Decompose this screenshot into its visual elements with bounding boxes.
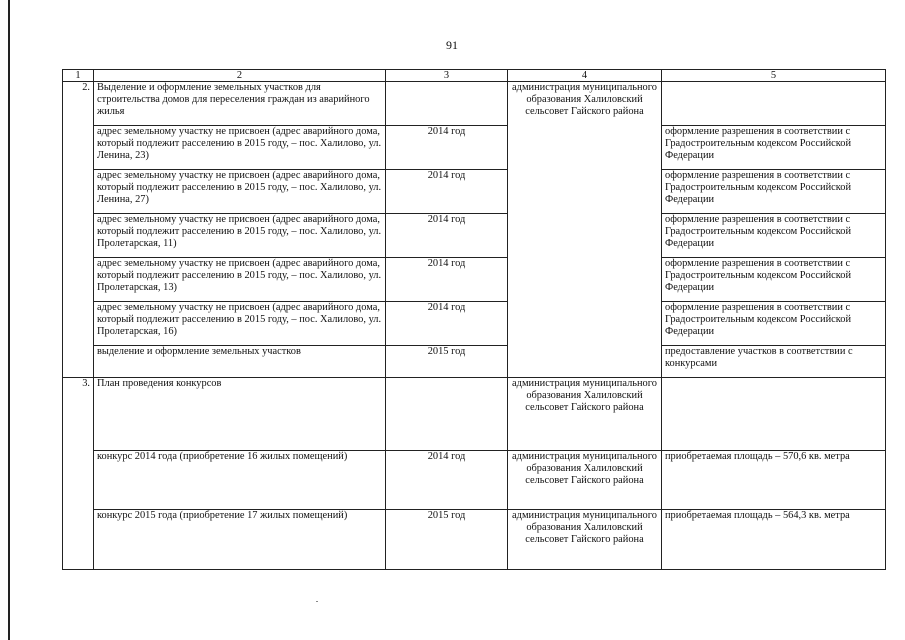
scan-border-line: [8, 0, 10, 640]
result-cell: оформление разрешения в соответствии с Градостроительным кодексом Российской Федерации: [662, 126, 886, 170]
responsible-authority: администрация муниципального образования Халиловский сельсовет Гайского района: [508, 510, 662, 570]
section-number: 2.: [63, 82, 94, 378]
table-row: [63, 346, 886, 378]
year-cell: 2015 год: [386, 510, 508, 570]
table-header-row: [63, 70, 886, 82]
responsible-authority: администрация муниципального образования Халиловский сельсовет Гайского района: [508, 82, 662, 378]
table-row: [63, 510, 886, 570]
year-cell: 2014 год: [386, 302, 508, 346]
table-row: [63, 378, 886, 451]
result-cell: приобретаемая площадь – 570,6 кв. метра: [662, 451, 886, 510]
result-cell: оформление разрешения в соответствии с Градостроительным кодексом Российской Федерации: [662, 258, 886, 302]
section-title: План проведения конкурсов: [94, 378, 386, 451]
result-cell: приобретаемая площадь – 564,3 кв. метра: [662, 510, 886, 570]
result-cell: оформление разрешения в соответствии с Градостроительным кодексом Российской Федерации: [662, 214, 886, 258]
result-cell-empty: [662, 82, 886, 126]
result-cell: оформление разрешения в соответствии с Градостроительным кодексом Российской Федерации: [662, 170, 886, 214]
task-description: адрес земельному участку не присвоен (адрес аварийного дома, который подлежит расселению в 2015 году, – пос. Халилово, ул. Ленина, 27): [94, 170, 386, 214]
task-description: адрес земельному участку не присвоен (адрес аварийного дома, который подлежит расселению в 2015 году, – пос. Халилово, ул. Пролетарская, 13): [94, 258, 386, 302]
responsible-authority: администрация муниципального образования Халиловский сельсовет Гайского района: [508, 451, 662, 510]
year-cell: 2014 год: [386, 170, 508, 214]
table-row: [63, 258, 886, 302]
table-row: [63, 126, 886, 170]
responsible-authority: администрация муниципального образования Халиловский сельсовет Гайского района: [508, 378, 662, 451]
column-header: 3: [386, 70, 508, 82]
task-description: конкурс 2015 года (приобретение 17 жилых помещений): [94, 510, 386, 570]
section-number: 3.: [63, 378, 94, 570]
column-header: 5: [662, 70, 886, 82]
year-cell: 2015 год: [386, 346, 508, 378]
task-description: адрес земельному участку не присвоен (адрес аварийного дома, который подлежит расселению в 2015 году, – пос. Халилово, ул. Ленина, 23): [94, 126, 386, 170]
task-description: выделение и оформление земельных участков: [94, 346, 386, 378]
table-row: [63, 214, 886, 258]
column-header: 2: [94, 70, 386, 82]
column-header: 4: [508, 70, 662, 82]
year-cell: 2014 год: [386, 258, 508, 302]
year-cell: 2014 год: [386, 214, 508, 258]
table-row: [63, 82, 886, 126]
page-number: 91: [446, 38, 458, 52]
task-description: адрес земельному участку не присвоен (адрес аварийного дома, который подлежит расселению в 2015 году, – пос. Халилово, ул. Пролетарская, 11): [94, 214, 386, 258]
year-cell: 2014 год: [386, 126, 508, 170]
year-cell-empty: [386, 82, 508, 126]
year-cell: 2014 год: [386, 451, 508, 510]
program-table: [62, 69, 886, 570]
result-cell: оформление разрешения в соответствии с Градостроительным кодексом Российской Федерации: [662, 302, 886, 346]
result-cell-empty: [662, 378, 886, 451]
year-cell-empty: [386, 378, 508, 451]
table-row: [63, 302, 886, 346]
table-row: [63, 451, 886, 510]
task-description: конкурс 2014 года (приобретение 16 жилых помещений): [94, 451, 386, 510]
column-header: 1: [63, 70, 94, 82]
scan-speck: [316, 601, 318, 602]
task-description: адрес земельному участку не присвоен (адрес аварийного дома, который подлежит расселению в 2015 году, – пос. Халилово, ул. Пролетарская, 16): [94, 302, 386, 346]
result-cell: предоставление участков в соответствии с конкурсами: [662, 346, 886, 378]
table-row: [63, 170, 886, 214]
section-title: Выделение и оформление земельных участков для строительства домов для переселения граждан из аварийного жилья: [94, 82, 386, 126]
